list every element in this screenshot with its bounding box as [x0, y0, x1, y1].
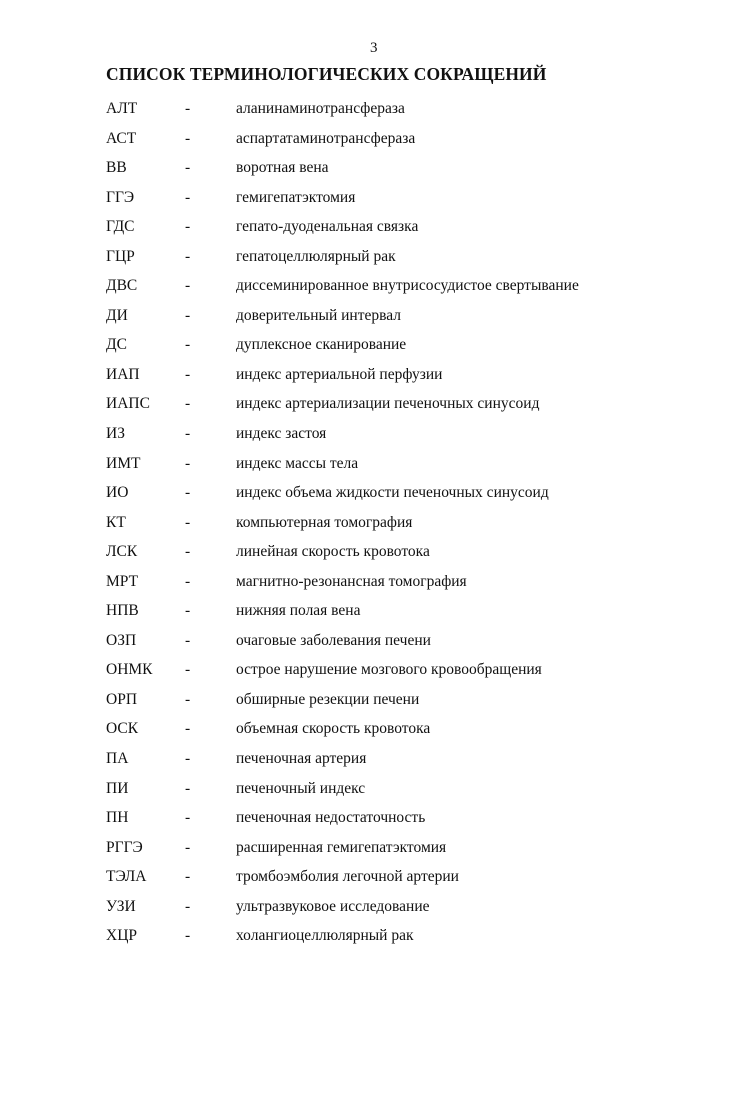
abbreviation-dash: - — [185, 838, 191, 856]
abbreviation-term: АСТ — [106, 129, 137, 147]
abbreviation-term: ПА — [106, 750, 129, 768]
abbreviation-row-rgge — [0, 833, 733, 863]
abbreviation-term: УЗИ — [106, 897, 136, 915]
abbreviation-term: НПВ — [106, 602, 139, 620]
abbreviation-row-pi — [0, 774, 733, 804]
abbreviation-term: АЛТ — [106, 100, 138, 117]
abbreviation-dash: - — [185, 690, 191, 708]
abbreviation-definition: аланинаминотрансфераза — [236, 100, 405, 117]
abbreviation-row-ozp — [0, 626, 733, 656]
abbreviation-definition: нижняя полая вена — [236, 602, 361, 620]
abbreviation-term: ИО — [106, 484, 129, 502]
abbreviation-term: МРТ — [106, 572, 139, 590]
abbreviation-definition: индекс объема жидкости печеночных синусоид — [236, 484, 549, 502]
abbreviation-term: ВВ — [106, 159, 127, 177]
page-title: СПИСОК ТЕРМИНОЛОГИЧЕСКИХ СОКРАЩЕНИЙ — [106, 64, 547, 84]
abbreviation-term: ГДС — [106, 218, 135, 236]
abbreviation-term: ИМТ — [106, 454, 141, 472]
abbreviation-definition: печеночная артерия — [236, 750, 367, 768]
abbreviation-dash: - — [185, 306, 191, 324]
abbreviation-row-hcr — [0, 921, 733, 951]
abbreviation-dash: - — [185, 336, 191, 354]
abbreviation-definition: острое нарушение мозгового кровообращения — [236, 661, 542, 679]
abbreviation-row-iap — [0, 360, 733, 390]
abbreviation-definition: доверительный интервал — [236, 306, 401, 324]
abbreviation-definition: дуплексное сканирование — [236, 336, 407, 354]
abbreviation-definition: печеночная недостаточность — [236, 809, 426, 827]
abbreviation-row-di — [0, 301, 733, 331]
abbreviation-row-lsk — [0, 537, 733, 567]
abbreviation-definition: диссеминированное внутрисосудистое свертывание — [236, 277, 579, 295]
abbreviation-term: ГГЭ — [106, 188, 135, 206]
abbreviation-term: ПН — [106, 809, 129, 827]
abbreviation-definition: линейная скорость кровотока — [236, 543, 430, 561]
abbreviation-dash: - — [185, 100, 191, 117]
abbreviation-dash: - — [185, 129, 191, 147]
abbreviation-definition: гемигепатэктомия — [236, 188, 356, 206]
abbreviation-row-gge — [0, 183, 733, 213]
abbreviation-row-dvs — [0, 271, 733, 301]
abbreviation-row-osk — [0, 714, 733, 744]
abbreviation-term: ИАПС — [106, 395, 150, 413]
abbreviation-dash: - — [185, 750, 191, 768]
abbreviation-definition: холангиоцеллюлярный рак — [236, 927, 414, 945]
abbreviation-term: ОРП — [106, 690, 138, 708]
abbreviation-dash: - — [185, 484, 191, 502]
abbreviation-row-iaps — [0, 389, 733, 419]
abbreviation-term: ДС — [106, 336, 127, 354]
abbreviation-dash: - — [185, 572, 191, 590]
abbreviation-term: РГГЭ — [106, 838, 143, 856]
abbreviation-dash: - — [185, 277, 191, 295]
abbreviation-definition: индекс артериализации печеночных синусоид — [236, 395, 540, 413]
abbreviation-definition: тромбоэмболия легочной артерии — [236, 868, 459, 886]
abbreviation-list — [0, 94, 733, 951]
abbreviation-term: КТ — [106, 513, 126, 531]
abbreviation-row-onmk — [0, 655, 733, 685]
abbreviation-dash: - — [185, 661, 191, 679]
abbreviation-row-tela — [0, 862, 733, 892]
abbreviation-definition: аспартатаминотрансфераза — [236, 129, 416, 147]
abbreviation-row-gds — [0, 212, 733, 242]
abbreviation-term: ДИ — [106, 306, 128, 324]
abbreviation-row-uzi — [0, 892, 733, 922]
abbreviation-dash: - — [185, 809, 191, 827]
abbreviation-dash: - — [185, 365, 191, 383]
abbreviation-definition: расширенная гемигепатэктомия — [236, 838, 447, 856]
abbreviation-dash: - — [185, 631, 191, 649]
abbreviation-dash: - — [185, 425, 191, 443]
abbreviation-definition: печеночный индекс — [236, 779, 366, 797]
abbreviation-dash: - — [185, 395, 191, 413]
abbreviation-dash: - — [185, 543, 191, 561]
abbreviation-term: ГЦР — [106, 247, 135, 265]
abbreviation-row-pn — [0, 803, 733, 833]
abbreviation-term: ОЗП — [106, 631, 137, 649]
abbreviation-row-kt — [0, 508, 733, 538]
abbreviation-row-npv — [0, 596, 733, 626]
abbreviation-row-pa — [0, 744, 733, 774]
abbreviation-row-ds — [0, 330, 733, 360]
abbreviation-term: ДВС — [106, 277, 138, 295]
abbreviation-definition: обширные резекции печени — [236, 690, 420, 708]
abbreviation-row-vv — [0, 153, 733, 183]
abbreviation-definition: воротная вена — [236, 159, 329, 177]
abbreviation-definition: индекс артериальной перфузии — [236, 365, 443, 383]
abbreviation-dash: - — [185, 602, 191, 620]
abbreviation-dash: - — [185, 868, 191, 886]
abbreviation-definition: очаговые заболевания печени — [236, 631, 431, 649]
abbreviation-row-gcr — [0, 242, 733, 272]
abbreviation-definition: индекс массы тела — [236, 454, 359, 472]
abbreviation-dash: - — [185, 927, 191, 945]
abbreviation-definition: гепатоцеллюлярный рак — [236, 247, 396, 265]
abbreviation-term: ХЦР — [106, 927, 138, 945]
abbreviation-term: ОСК — [106, 720, 139, 738]
abbreviation-definition: индекс застоя — [236, 425, 327, 443]
abbreviation-row-alt — [0, 94, 733, 124]
abbreviation-row-iz — [0, 419, 733, 449]
abbreviation-term: ЛСК — [106, 543, 138, 561]
abbreviation-dash: - — [185, 779, 191, 797]
abbreviation-definition: ультразвуковое исследование — [236, 897, 430, 915]
abbreviation-term: ИЗ — [106, 425, 125, 443]
abbreviation-definition: магнитно-резонансная томография — [236, 572, 467, 590]
abbreviation-term: ТЭЛА — [106, 868, 147, 886]
abbreviation-dash: - — [185, 897, 191, 915]
abbreviation-row-imt — [0, 449, 733, 479]
abbreviation-dash: - — [185, 247, 191, 265]
abbreviation-term: ИАП — [106, 365, 140, 383]
abbreviation-term: ПИ — [106, 779, 129, 797]
abbreviation-dash: - — [185, 188, 191, 206]
abbreviation-row-ast — [0, 124, 733, 154]
abbreviation-dash: - — [185, 159, 191, 177]
abbreviation-dash: - — [185, 454, 191, 472]
abbreviation-dash: - — [185, 720, 191, 738]
abbreviation-term: ОНМК — [106, 661, 153, 679]
abbreviation-definition: объемная скорость кровотока — [236, 720, 431, 738]
abbreviation-dash: - — [185, 513, 191, 531]
page-number: 3 — [370, 40, 378, 56]
abbreviation-dash: - — [185, 218, 191, 236]
abbreviation-definition: компьютерная томография — [236, 513, 413, 531]
abbreviation-definition: гепато-дуоденальная связка — [236, 218, 419, 236]
abbreviation-row-orp — [0, 685, 733, 715]
abbreviation-row-mrt — [0, 567, 733, 597]
abbreviation-row-io — [0, 478, 733, 508]
